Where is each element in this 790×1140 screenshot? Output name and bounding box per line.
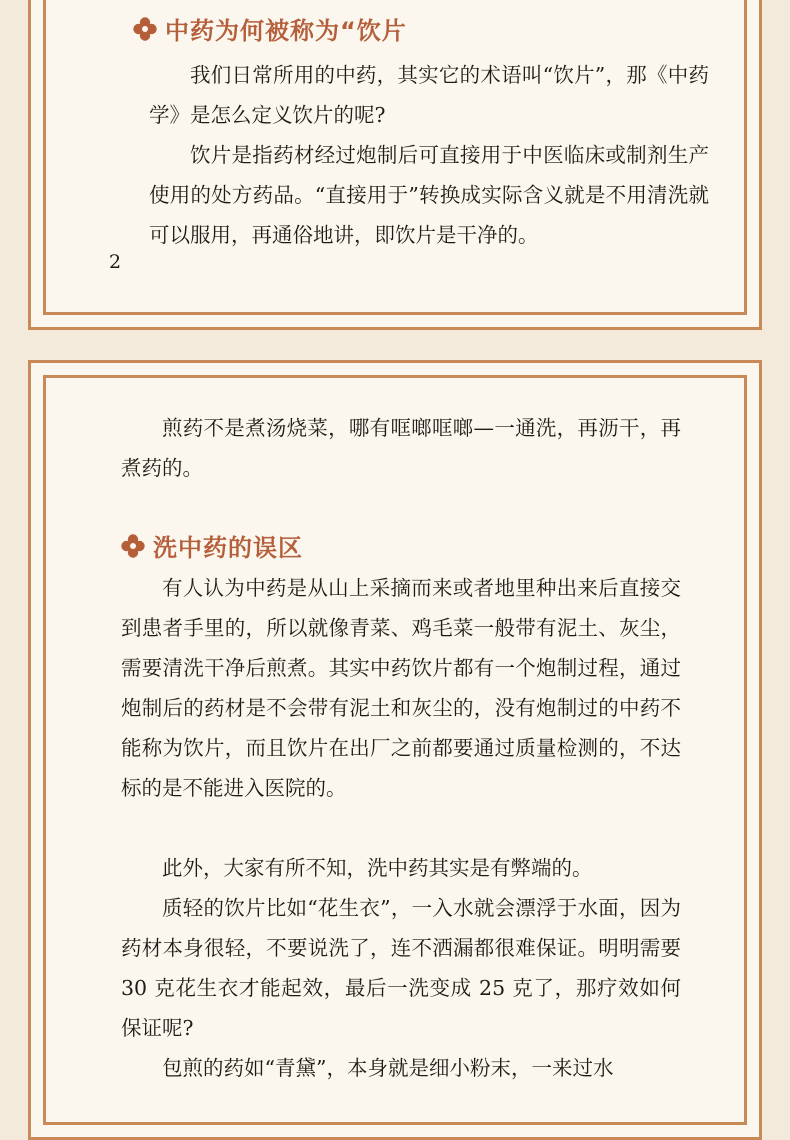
page-number: 2 (109, 251, 122, 273)
flower-bullet-icon (133, 17, 157, 41)
flower-bullet-icon (121, 534, 145, 558)
section-heading-yinpian (133, 11, 407, 46)
heading-text: 中药为何被称为“饮片 (165, 17, 407, 45)
section-heading-wuqu (121, 528, 303, 563)
book-page-bottom (28, 360, 762, 1140)
paragraph: 有人认为中药是从山上采摘而来或者地里种出来后直接交到患者手里的，所以就像青菜、鸡毛菜一般带有泥土、灰尘，需要清洗干净后煎煮。其实中药饮片都有一个炮制过程，通过炮制后的药材是不会带有泥土和灰尘的，没有炮制过的中药不能称为饮片，而且饮片在出厂之前都要通过质量检测的，不达标的是不能进入医院的。 (121, 576, 681, 800)
paragraph: 包煎的药如“青黛”，本身就是细小粉末，一来过水 (162, 1056, 614, 1080)
book-page-top (28, 0, 762, 330)
heading-text: 洗中药的误区 (153, 534, 303, 562)
paragraph: 此外，大家有所不知，洗中药其实是有弊端的。 (162, 856, 593, 880)
paragraph-intro: 煎药不是煮汤烧菜，哪有哐啷哐啷—一通洗，再沥干，再煮药的。 (121, 416, 681, 480)
paragraph: 饮片是指药材经过炮制后可直接用于中医临床或制剂生产使用的处方药品。“直接用于”转换成实际含义就是不用清洗就可以服用，再通俗地讲，即饮片是干净的。 (149, 143, 709, 247)
paragraph: 质轻的饮片比如“花生衣”，一入水就会漂浮于水面，因为药材本身很轻，不要说洗了，连不洒漏都很难保证。明明需要 30 克花生衣才能起效，最后一洗变成 25 克了，那疗效如何保证呢? (121, 896, 681, 1040)
paragraph: 我们日常所用的中药，其实它的术语叫“饮片”，那《中药学》是怎么定义饮片的呢? (149, 63, 709, 127)
